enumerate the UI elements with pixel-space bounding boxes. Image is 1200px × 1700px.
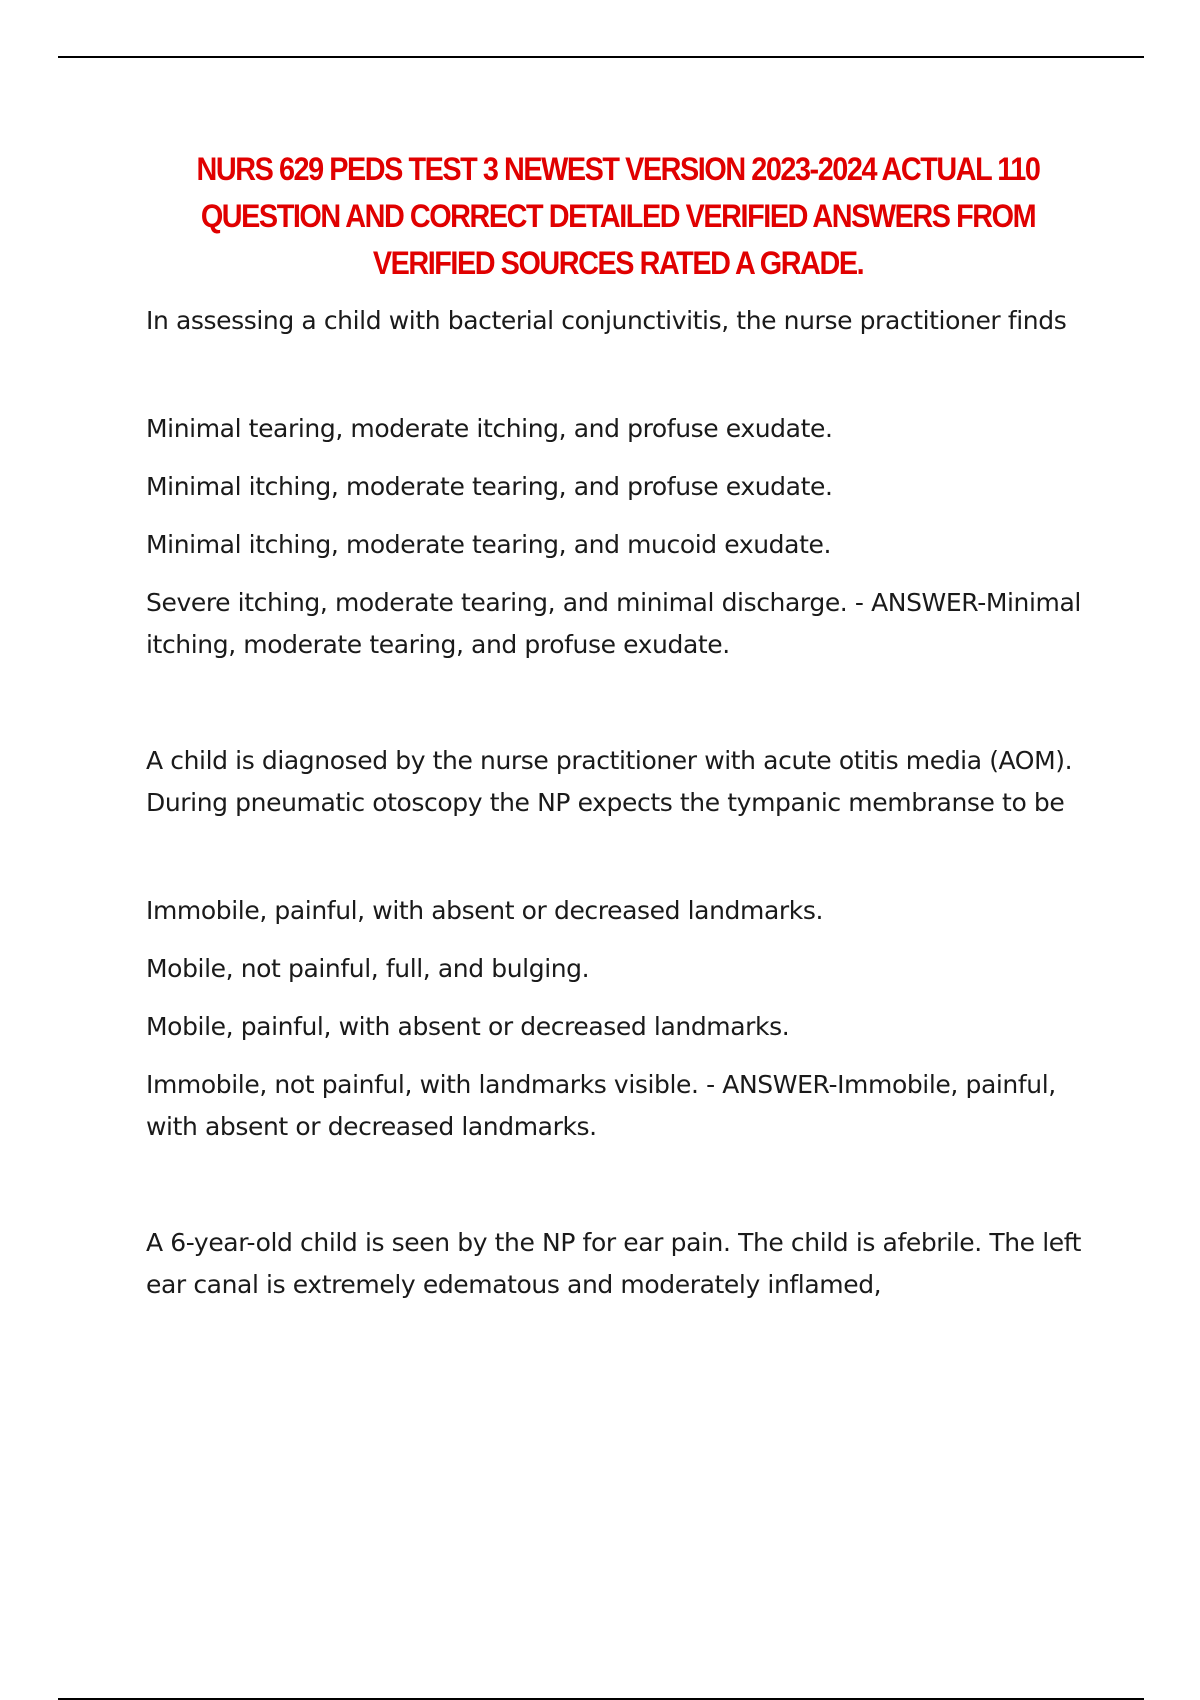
question-stem: In assessing a child with bacterial conjunctivitis, the nurse practitioner finds [146,306,1067,335]
answer-option: Mobile, not painful, full, and bulging. [146,954,590,983]
answer-option: Immobile, painful, with absent or decreased landmarks. [146,896,823,925]
spacer [146,666,1106,740]
spacer [146,824,1106,890]
answer-option-with-answer: Severe itching, moderate tearing, and minimal discharge. - ANSWER-Minimal itching, moderate tearing, and profuse exudate. [146,588,1081,659]
spacer [146,342,1106,408]
document-body [146,300,1106,1306]
answer-option: Mobile, painful, with absent or decreased landmarks. [146,1012,790,1041]
answer-option: Minimal tearing, moderate itching, and profuse exudate. [146,414,833,443]
question-stem: A 6-year-old child is seen by the NP for ear pain. The child is afebrile. The left ear canal is extremely edematous and moderately inflamed, [146,1228,1082,1299]
top-rule [58,56,1144,58]
spacer [146,1148,1106,1222]
document-title: NURS 629 PEDS TEST 3 NEWEST VERSION 2023-2024 ACTUAL 110 QUESTION AND CORRECT DETAILED VERIFIED ANSWERS FROM VERIFIED SOURCES RATED A GRADE. [196,151,1040,281]
answer-option-with-answer: Immobile, not painful, with landmarks visible. - ANSWER-Immobile, painful, with absent or decreased landmarks. [146,1070,1056,1141]
answer-option: Minimal itching, moderate tearing, and mucoid exudate. [146,530,832,559]
question-stem: A child is diagnosed by the nurse practitioner with acute otitis media (AOM). During pneumatic otoscopy the NP expects the tympanic membranse to be [146,746,1073,817]
answer-option: Minimal itching, moderate tearing, and profuse exudate. [146,472,833,501]
